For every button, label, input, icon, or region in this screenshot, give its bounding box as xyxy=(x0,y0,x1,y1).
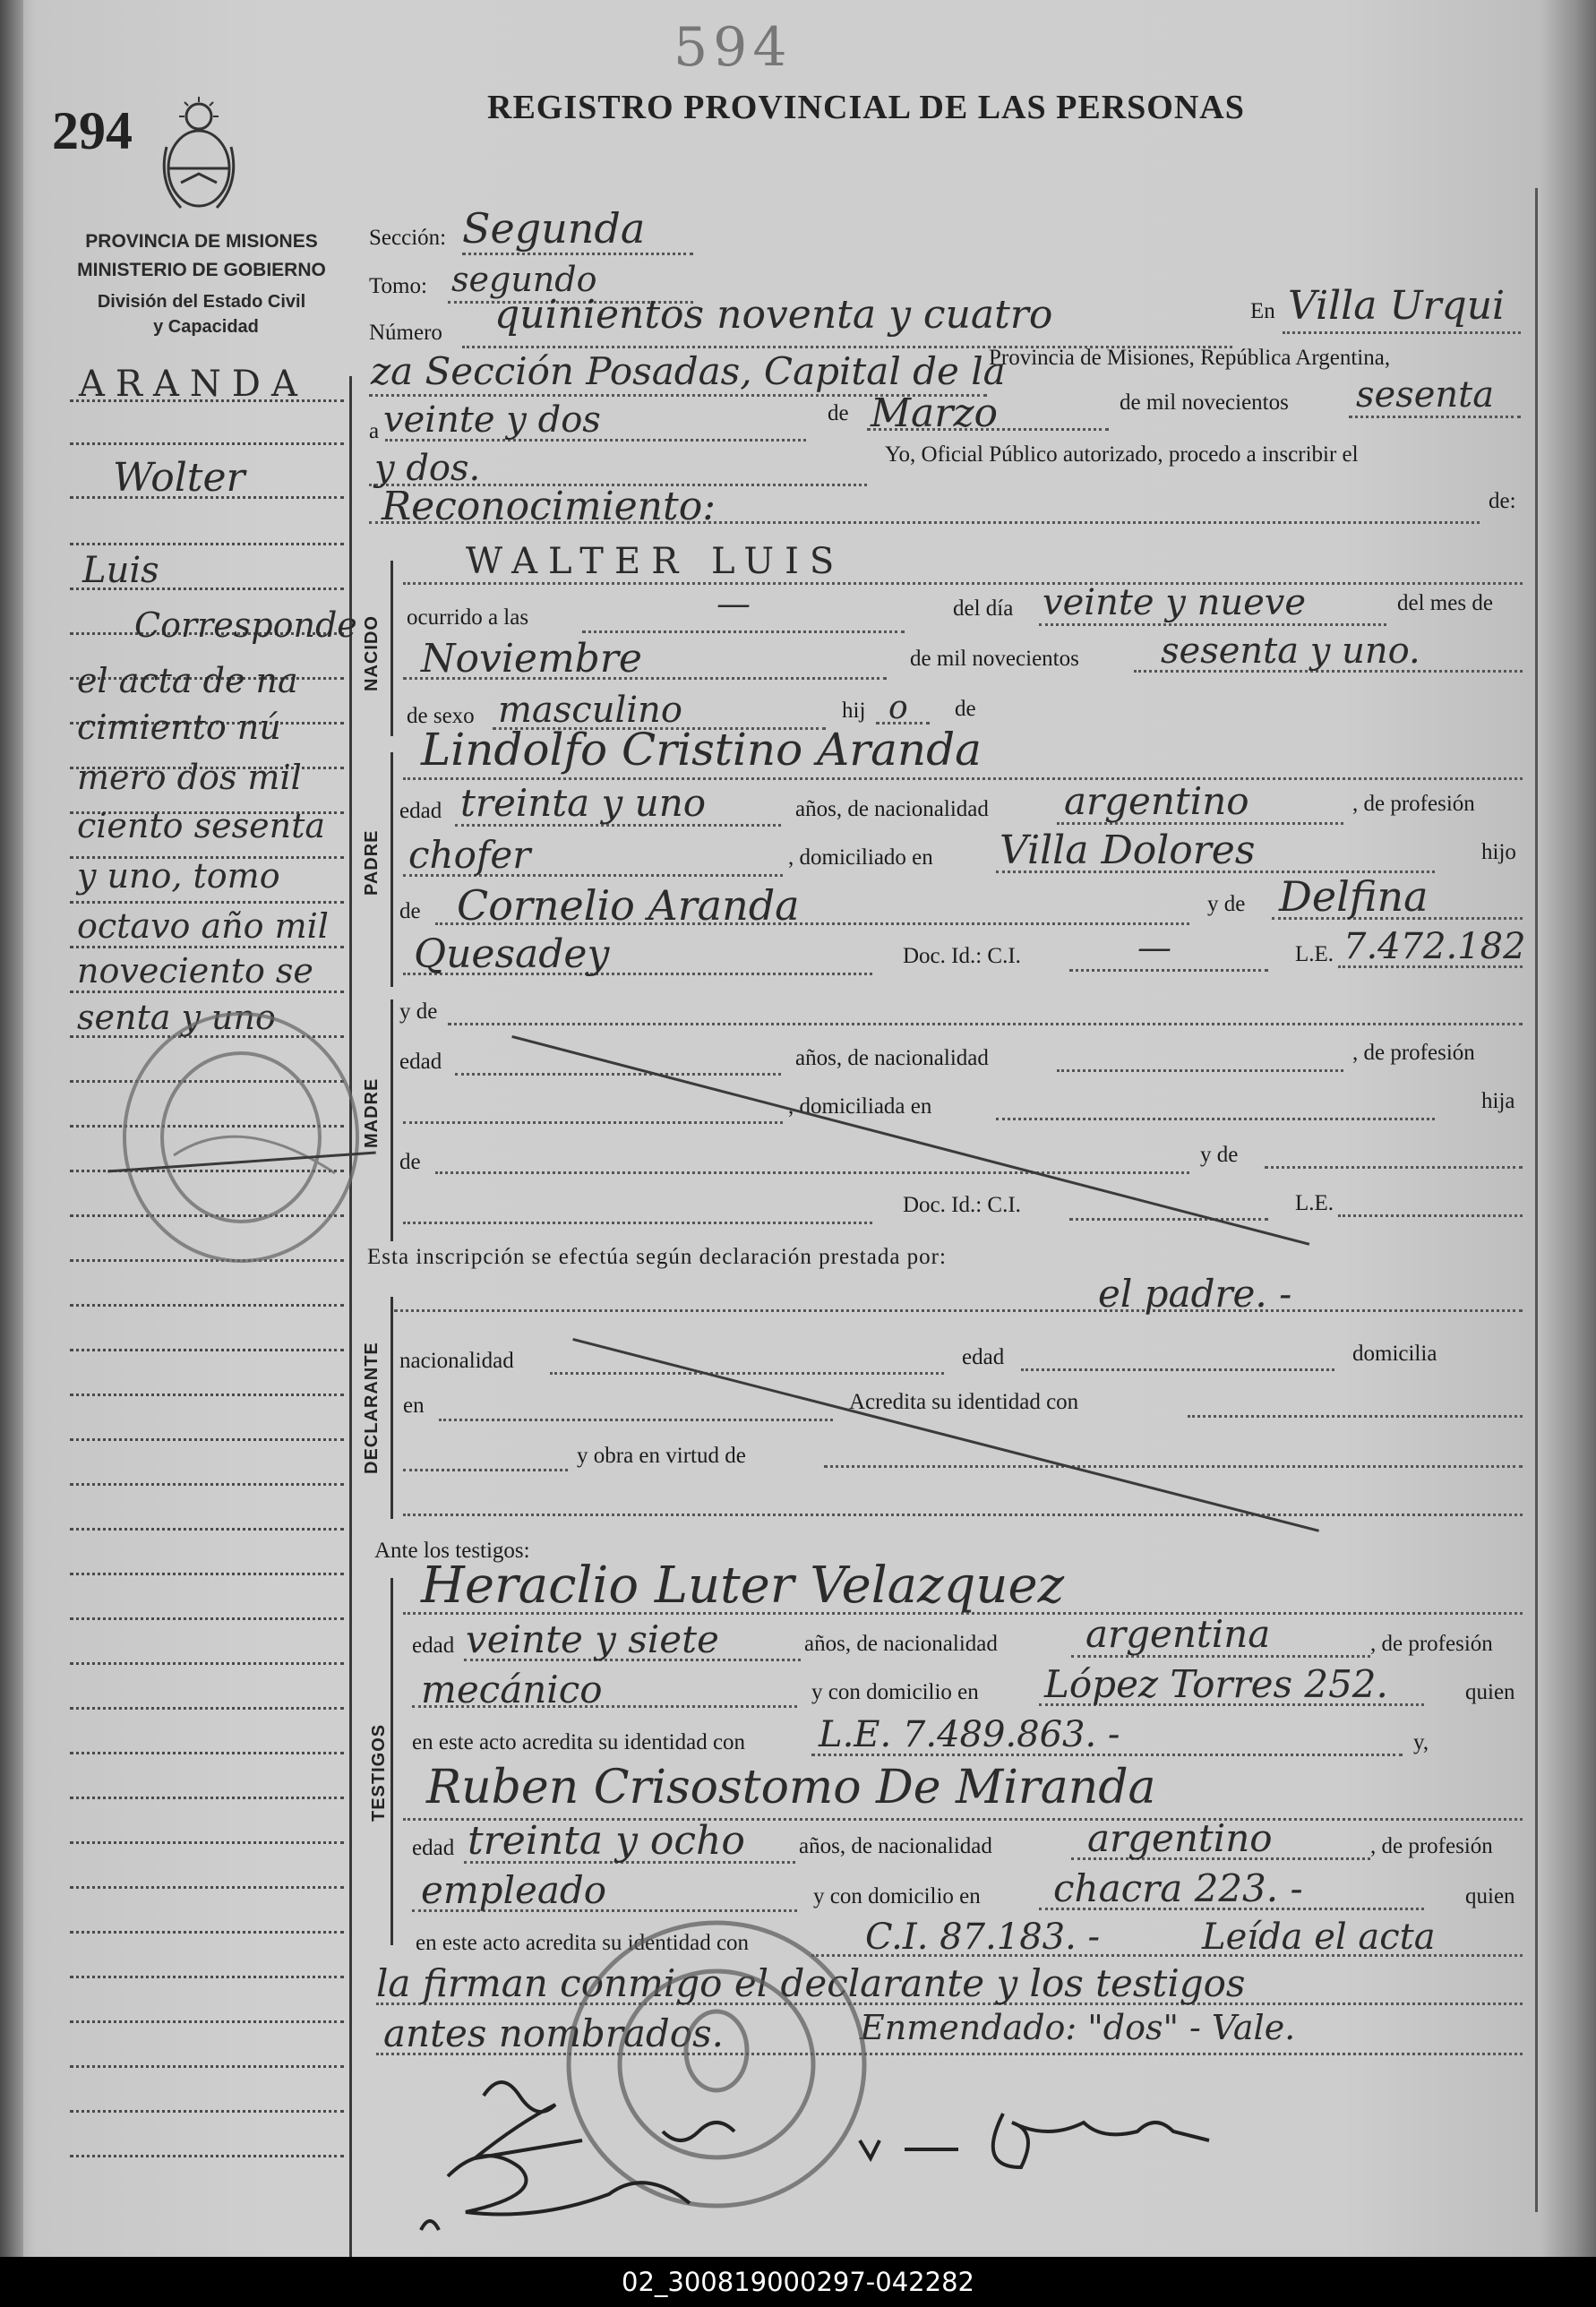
padre-ci: — xyxy=(1137,928,1171,967)
madre-edad-label: edad xyxy=(399,1050,442,1074)
madre-bracket xyxy=(390,999,393,1241)
testigo2-dom-label: y con domicilio en xyxy=(813,1884,981,1908)
nacido-nombre: WALTER LUIS xyxy=(466,541,845,582)
testigo2-nacionalidad: argentino xyxy=(1087,1816,1273,1860)
testigo-y: y, xyxy=(1413,1730,1429,1754)
padre-doc-label: Doc. Id.: C.I. xyxy=(903,944,1021,968)
padre-edad: treinta y uno xyxy=(460,781,707,825)
testigos-bracket xyxy=(390,1578,393,1945)
testigo2-domicilio: chacra 223. - xyxy=(1053,1866,1303,1910)
testigo2-prof-label: , de profesión xyxy=(1370,1834,1493,1858)
padre-le-label: L.E. xyxy=(1295,942,1334,966)
declarante-edad-label: edad xyxy=(962,1345,1005,1369)
testigo1-edad-label: edad xyxy=(412,1634,455,1658)
padre-hijo-label: hijo xyxy=(1481,840,1516,864)
ante-testigos: Ante los testigos: xyxy=(374,1539,530,1563)
declarante-obra-label: y obra en virtud de xyxy=(577,1444,746,1468)
leida-acta: Leída el acta xyxy=(1202,1917,1436,1958)
seccion-label: Sección: xyxy=(369,226,447,250)
padre-y-de-label: y de xyxy=(1207,892,1246,916)
declaracion-text: Esta inscripción se efectúa según declaración prestada por: xyxy=(367,1245,947,1269)
enmendado-note: Enmendado: "dos" - Vale. xyxy=(860,2008,1296,2047)
del-dia-label: del día xyxy=(953,596,1014,621)
padre-padre: Cornelio Aranda xyxy=(457,881,800,930)
testigo1-domicilio: López Torres 252. xyxy=(1044,1662,1388,1706)
madre-label: MADRE xyxy=(362,1077,382,1148)
form-right-border xyxy=(1535,188,1538,2212)
margin-name-1: Wolter xyxy=(113,455,245,501)
testigo1-nombre: Heraclio Luter Velazquez xyxy=(421,1557,1065,1615)
madre-y-de2-label: y de xyxy=(1200,1143,1239,1167)
dia-value: veinte y dos xyxy=(383,399,601,441)
pencil-number: 594 xyxy=(674,16,793,79)
hijo-de-label: de xyxy=(955,697,976,721)
madre-hija-label: hija xyxy=(1481,1089,1515,1113)
padre-domicilio: Villa Dolores xyxy=(1000,828,1256,873)
declarante-dom-label: domicilia xyxy=(1352,1342,1437,1366)
nacido-mes: Noviembre xyxy=(421,636,642,682)
declarante-en-label: en xyxy=(403,1394,425,1418)
testigo2-profesion: empleado xyxy=(421,1868,607,1912)
padre-de-label: de xyxy=(399,899,421,923)
anio-value-1: sesenta xyxy=(1356,374,1495,416)
ministry-label: MINISTERIO DE GOBIERNO xyxy=(77,260,326,280)
testigo2-id: C.I. 87.183. - xyxy=(865,1917,1101,1958)
madre-dom-label: , domiciliada en xyxy=(788,1094,932,1119)
testigo2-nombre: Ruben Crisostomo De Miranda xyxy=(426,1761,1156,1814)
declarante-nac-label: nacionalidad xyxy=(399,1349,514,1373)
nacido-dia: veinte y nueve xyxy=(1043,582,1307,623)
padre-profesion: chofer xyxy=(408,833,531,877)
en-label: En xyxy=(1250,299,1275,323)
nacido-label: NACIDO xyxy=(362,615,382,691)
testigo1-profesion: mecánico xyxy=(421,1668,603,1711)
margin-divider xyxy=(349,376,352,2257)
madre-de-label: de xyxy=(399,1150,421,1174)
coat-of-arms-icon xyxy=(154,93,244,219)
testigo1-edad: veinte y siete xyxy=(466,1617,719,1661)
acto-value: Reconocimiento: xyxy=(382,484,716,529)
padre-madre-1: Delfina xyxy=(1279,872,1429,921)
mil-label: de mil novecientos xyxy=(1120,390,1289,415)
padre-madre-2: Quesadey xyxy=(414,931,610,977)
declarante-label: DECLARANTE xyxy=(362,1342,382,1474)
sexo-value: masculino xyxy=(498,690,682,731)
declarante-strike-line xyxy=(572,1338,1319,1532)
closing-line-2: antes nombrados. xyxy=(383,2011,724,2055)
capacity-label: y Capacidad xyxy=(153,317,259,337)
lugar-value-1: Villa Urqui xyxy=(1288,283,1506,329)
nacido-bracket xyxy=(390,561,393,736)
image-reference-code: 02_300819000297-042282 xyxy=(0,2257,1596,2307)
signatures-icon xyxy=(394,2060,1290,2239)
padre-bracket xyxy=(390,752,393,987)
madre-prof-label: , de profesión xyxy=(1352,1041,1475,1065)
testigo2-acredita-label: en este acto acredita su identidad con xyxy=(416,1931,750,1955)
tomo-value: segundo xyxy=(451,260,597,299)
madre-y-de-label: y de xyxy=(399,999,438,1024)
hijo-label: hij xyxy=(842,699,866,723)
de-end-label: de: xyxy=(1489,489,1516,513)
madre-doc-label: Doc. Id.: C.I. xyxy=(903,1193,1021,1217)
padre-le: 7.472.182 xyxy=(1343,926,1526,967)
official-stamp-icon xyxy=(111,1003,371,1272)
padre-label: PADRE xyxy=(362,829,382,896)
a-label: a xyxy=(369,419,380,443)
nacido-mil-label: de mil novecientos xyxy=(910,647,1079,671)
numero-value: quinientos noventa y cuatro xyxy=(494,292,1053,338)
division-label: División del Estado Civil xyxy=(97,292,306,312)
testigo1-quien: quien xyxy=(1465,1680,1515,1704)
madre-nac-label: años, de nacionalidad xyxy=(795,1046,989,1070)
padre-nac-label: años, de nacionalidad xyxy=(795,797,989,821)
anio-value-2: y dos. xyxy=(374,448,481,489)
testigo2-nac-label: años, de nacionalidad xyxy=(799,1834,992,1858)
testigo1-acredita-label: en este acto acredita su identidad con xyxy=(412,1730,746,1754)
declaracion-por: el padre. - xyxy=(1098,1272,1292,1316)
sexo-label: de sexo xyxy=(407,704,475,728)
testigo1-dom-label: y con domicilio en xyxy=(811,1680,979,1704)
padre-dom-label: , domiciliado en xyxy=(788,845,933,870)
declarante-acredita-label: Acredita su identidad con xyxy=(849,1390,1079,1414)
document-page: 594 294 REGISTRO PROVINCIAL DE LAS PERSONAS PROVINCIA DE MISIONES MINISTERIO DE GOBIERNO División del Estado Civil y Capacidad ARANDA Wolter Luis Corresponde el acta de na cimiento nú mero dos mil ciento sesenta y uno, tomo octavo año mil noveciento se senta y uno Sección: Segunda Tomo: segundo Número quinientos noventa y cuatro En Villa Urqui za Sección Posadas, Capital de la Provincia de Misiones, República Argentina, a veinte y dos de Marzo de mil novecientos sesenta y dos. Yo, Oficial Público autorizado, procedo a inscribir el Reconocimiento: de: NACIDO WALTER LUIS ocurrido a las — del día veinte y nueve del mes de Noviembre de mil novecientos sesenta y uno. de sexo masculino hij o de PADRE Lindolfo Cristino Aranda edad treinta y uno años, de nacionalidad argentino , de profesión chofer , domiciliado en Villa Dolores hijo de Cornelio Aranda y de Delfina Quesadey Doc. Id.: C.I. — L.E. 7.472.182 MADRE y de edad años, de nacionalidad , de profesión , domiciliada en hija de y de Doc. Id.: C.I. L.E. Esta inscripción se efectúa según declaración prestada por: el padre. - DECLARANTE nacionalidad edad domicilia en Acredita su identidad con y obra en virtud de Ante los testigos: TESTIGOS Heraclio Luter Velazquez edad veinte y siete años, de nacionalidad argentina , de profesión mecánico y con domicilio en López Torres 252. quien en este acto acredita su identidad con L.E. 7.489.863. - y, Ruben Crisostomo De Miranda edad treinta y ocho años, de nacionalidad argentino , de profesión empleado y con domicilio en chacra 223. - quien en este acto acredita su identidad con C.I. 87.183. - Leída el acta la firman conmigo el declarante y los testigos antes nombrados. Enmendado: "dos" - Vale. xyxy=(0,0,1596,2257)
del-mes-label: del mes de xyxy=(1397,591,1493,615)
testigo1-nac-label: años, de nacionalidad xyxy=(804,1632,998,1656)
padre-edad-label: edad xyxy=(399,799,442,823)
margin-name-2: Luis xyxy=(82,550,159,591)
testigo1-nacionalidad: argentina xyxy=(1085,1612,1271,1656)
nacido-anio: sesenta y uno. xyxy=(1161,630,1420,672)
hijo-suffix: o xyxy=(888,690,908,726)
ocurrido-label: ocurrido a las xyxy=(407,605,529,630)
declarante-bracket xyxy=(390,1297,393,1519)
padre-nacionalidad: argentino xyxy=(1064,779,1249,823)
padre-prof-label: , de profesión xyxy=(1352,792,1475,816)
lugar-value-2: za Sección Posadas, Capital de la xyxy=(371,349,1006,393)
testigo1-id: L.E. 7.489.863. - xyxy=(819,1714,1120,1755)
mes-value: Marzo xyxy=(871,390,998,436)
provincia-label: Provincia de Misiones, República Argentina, xyxy=(989,346,1391,370)
madre-le-label: L.E. xyxy=(1295,1191,1334,1215)
closing-line-1: la firman conmigo el declarante y los testigos xyxy=(376,1961,1246,2005)
oficial-text: Yo, Oficial Público autorizado, procedo a inscribir el xyxy=(885,442,1359,467)
binding-edge xyxy=(0,0,23,2257)
testigo2-quien: quien xyxy=(1465,1884,1515,1908)
page-number: 294 xyxy=(52,101,133,160)
padre-nombre: Lindolfo Cristino Aranda xyxy=(421,724,982,776)
testigos-label: TESTIGOS xyxy=(369,1723,389,1822)
testigo2-edad-label: edad xyxy=(412,1836,455,1860)
numero-label: Número xyxy=(369,321,442,345)
de-mes-label: de xyxy=(828,401,849,425)
tomo-label: Tomo: xyxy=(369,274,427,298)
testigo1-prof-label: , de profesión xyxy=(1370,1632,1493,1656)
seccion-value: Segunda xyxy=(462,204,646,253)
margin-surname: ARANDA xyxy=(79,364,308,405)
testigo2-edad: treinta y ocho xyxy=(468,1818,745,1864)
registry-title: REGISTRO PROVINCIAL DE LAS PERSONAS xyxy=(487,89,1245,126)
province-label: PROVINCIA DE MISIONES xyxy=(85,231,318,252)
ocurrido-hora: — xyxy=(716,584,751,623)
